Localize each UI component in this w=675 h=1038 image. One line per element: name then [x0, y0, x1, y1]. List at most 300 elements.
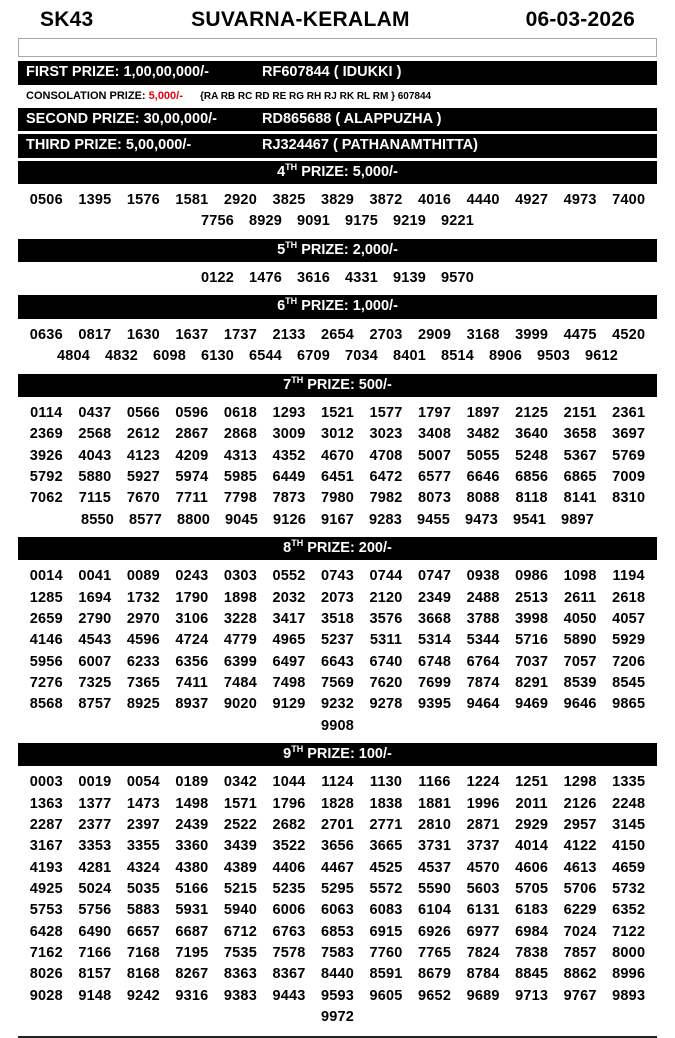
winning-number: 0986 — [515, 568, 549, 585]
number-row — [22, 566, 653, 587]
seventh-prize-ordinal-suffix: TH — [291, 374, 304, 385]
winning-number: 9689 — [466, 987, 500, 1004]
winning-number: 3012 — [320, 426, 355, 443]
winning-number: 8996 — [612, 966, 646, 983]
winning-number: 2611 — [564, 589, 597, 606]
winning-number: 7824 — [466, 944, 500, 961]
eighth-prize-heading — [18, 537, 657, 561]
winning-number: 6007 — [78, 653, 112, 670]
winning-number: 5590 — [418, 881, 452, 897]
winning-number: 0303 — [223, 568, 257, 585]
winning-number: 8577 — [128, 511, 163, 528]
winning-number: 6915 — [369, 923, 403, 940]
winning-number: 3482 — [466, 426, 500, 443]
winning-number: 8784 — [466, 966, 500, 983]
winning-number: 2612 — [126, 426, 160, 443]
winning-number: 8026 — [29, 966, 63, 983]
winning-number: 3009 — [272, 426, 306, 443]
consolation-prize-label: CONSOLATION PRIZE: — [26, 89, 146, 102]
winning-number: 4123 — [126, 447, 160, 464]
winning-number: 6399 — [223, 653, 257, 670]
winning-number: 2120 — [369, 589, 403, 606]
winning-number: 7765 — [418, 944, 452, 961]
winning-number: 6490 — [78, 923, 112, 940]
winning-number: 8545 — [612, 675, 646, 691]
winning-number: 5716 — [515, 632, 549, 649]
winning-number: 5705 — [515, 881, 549, 897]
winning-number: 1194 — [612, 568, 645, 585]
winning-number: 9605 — [369, 987, 403, 1004]
winning-number: 9242 — [126, 987, 160, 1004]
winning-number: 9278 — [369, 696, 403, 713]
fifth-prize-ordinal-suffix: TH — [285, 239, 298, 250]
sixth-prize-numbers — [18, 322, 657, 372]
winning-number: 6865 — [563, 469, 597, 485]
fifth-prize-heading — [18, 239, 657, 263]
winning-number: 2929 — [515, 817, 549, 834]
number-row — [22, 652, 653, 673]
winning-number: 9713 — [515, 987, 549, 1004]
winning-number: 4406 — [272, 859, 306, 876]
winning-number: 9443 — [272, 987, 306, 1004]
winning-number: 1796 — [272, 795, 306, 812]
winning-number: 8550 — [80, 511, 115, 528]
winning-number: 5572 — [369, 881, 403, 897]
winning-number: 9316 — [175, 987, 209, 1004]
winning-number: 3408 — [418, 426, 452, 443]
winning-number: 3417 — [272, 611, 306, 628]
winning-number: 2867 — [175, 426, 209, 443]
winning-number: 6104 — [418, 902, 452, 919]
winning-number: 3439 — [223, 838, 257, 855]
winning-number: 4146 — [29, 632, 63, 649]
number-row — [22, 403, 653, 424]
winning-number: 3023 — [369, 426, 403, 443]
winning-number: 9167 — [320, 511, 355, 528]
winning-number: 3353 — [78, 838, 112, 855]
winning-number: 5956 — [29, 653, 63, 670]
winning-number: 9908 — [320, 717, 355, 734]
sixth-prize-amount: PRIZE: 1,000/- — [297, 298, 398, 315]
winning-number: 9395 — [418, 696, 452, 713]
winning-number: 9503 — [536, 348, 571, 365]
winning-number: 0122 — [200, 270, 235, 287]
winning-number: 8367 — [272, 966, 306, 983]
sixth-prize-heading — [18, 295, 657, 319]
winning-number: 7756 — [200, 213, 235, 230]
winning-number: 8925 — [126, 696, 160, 713]
ninth-prize-heading — [18, 743, 657, 767]
winning-number: 3518 — [320, 611, 355, 628]
winning-number: 7122 — [612, 923, 646, 940]
winning-number: 3998 — [515, 611, 549, 628]
winning-number: 7620 — [369, 675, 403, 691]
winning-number: 4596 — [126, 632, 160, 649]
number-row — [22, 716, 653, 737]
number-row — [22, 772, 653, 793]
winning-number: 6449 — [272, 469, 306, 485]
number-row — [22, 325, 653, 346]
winning-number: 8118 — [515, 490, 548, 507]
winning-number: 4016 — [418, 192, 452, 208]
number-row — [22, 446, 653, 467]
third-prize-label: THIRD PRIZE: 5,00,000/- — [26, 137, 192, 153]
winning-number: 5603 — [466, 881, 500, 897]
winning-number: 6233 — [126, 653, 160, 670]
winning-number: 3168 — [466, 326, 500, 343]
winning-number: 3656 — [320, 838, 355, 855]
winning-number: 7062 — [29, 490, 63, 507]
winning-number: 6083 — [369, 902, 403, 919]
winning-number: 3228 — [223, 611, 257, 628]
winning-number: 1577 — [369, 405, 403, 422]
number-row — [22, 922, 653, 943]
fifth-prize-ordinal: 5 — [277, 241, 286, 258]
number-row — [22, 900, 653, 921]
ninth-prize-numbers — [18, 769, 657, 1032]
winning-number: 1521 — [320, 405, 355, 422]
winning-number: 7166 — [78, 944, 112, 961]
winning-number: 5024 — [78, 881, 112, 897]
winning-number: 8088 — [466, 490, 500, 507]
number-row — [22, 673, 653, 694]
fourth-prize-ordinal: 4 — [277, 163, 286, 180]
winning-number: 0747 — [418, 568, 452, 585]
winning-number: 3872 — [369, 192, 403, 208]
winning-number: 2522 — [223, 817, 257, 834]
winning-number: 1285 — [29, 589, 63, 606]
winning-number: 1838 — [369, 795, 403, 812]
winning-number: 8514 — [440, 348, 475, 365]
winning-number: 0596 — [175, 405, 209, 422]
winning-number: 4724 — [175, 632, 209, 649]
winning-number: 0019 — [78, 774, 112, 791]
winning-number: 4324 — [126, 859, 160, 876]
winning-number: 9541 — [512, 511, 547, 528]
winning-number: 0938 — [466, 568, 500, 585]
winning-number: 4389 — [223, 859, 257, 876]
winning-number: 1293 — [272, 405, 306, 422]
winning-number: 4050 — [563, 611, 597, 628]
winning-number: 4659 — [612, 859, 646, 876]
winning-number: 7583 — [320, 944, 355, 961]
fourth-prize-ordinal-suffix: TH — [285, 161, 298, 172]
winning-number: 1898 — [223, 589, 257, 606]
winning-number: 2659 — [29, 611, 63, 628]
seventh-prize-amount: PRIZE: 500/- — [303, 376, 392, 393]
winning-number: 3145 — [612, 817, 646, 834]
winning-number: 4543 — [78, 632, 112, 649]
document-header — [18, 0, 657, 38]
number-row — [22, 986, 653, 1007]
winning-number: 3697 — [612, 426, 646, 443]
seventh-prize-ordinal: 7 — [283, 376, 292, 393]
winning-number: 4537 — [418, 859, 452, 876]
second-prize-winner: RD865688 ( ALAPPUZHA ) — [262, 110, 442, 127]
winning-number: 2920 — [223, 192, 257, 208]
winning-number: 6646 — [466, 469, 500, 485]
winning-number: 7024 — [563, 923, 597, 940]
winning-number: 1828 — [320, 795, 355, 812]
winning-number: 7115 — [78, 490, 111, 507]
winning-number: 2568 — [78, 426, 112, 443]
winning-number: 0041 — [78, 568, 112, 585]
number-row — [22, 609, 653, 630]
winning-number: 3658 — [563, 426, 597, 443]
number-row — [22, 346, 653, 367]
winning-number: 4708 — [369, 447, 403, 464]
winning-number: 9464 — [466, 696, 500, 713]
winning-number: 8363 — [223, 966, 257, 983]
sixth-prize-ordinal: 6 — [277, 298, 286, 315]
winning-number: 7498 — [272, 675, 306, 691]
winning-number: 1897 — [466, 405, 500, 422]
winning-number: 6577 — [418, 469, 452, 485]
winning-number: 2133 — [272, 326, 306, 343]
number-row — [22, 630, 653, 651]
winning-number: 6356 — [175, 653, 209, 670]
winning-number: 6098 — [152, 348, 187, 365]
winning-number: 6748 — [418, 653, 452, 670]
winning-number: 2682 — [272, 817, 306, 834]
winning-number: 7699 — [418, 675, 452, 691]
winning-number: 8000 — [612, 944, 646, 961]
winning-number: 0189 — [175, 774, 209, 791]
winning-number: 5007 — [418, 447, 452, 464]
third-prize-winner: RJ324467 ( PATHANAMTHITTA) — [262, 137, 478, 153]
winning-number: 2771 — [369, 817, 403, 834]
winning-number: 4014 — [515, 838, 549, 855]
winning-number: 4057 — [612, 611, 646, 628]
winning-number: 9221 — [440, 213, 475, 230]
winning-number: 4804 — [56, 348, 91, 365]
winning-number: 2488 — [466, 589, 500, 606]
winning-number: 6428 — [29, 923, 63, 940]
winning-number: 7798 — [223, 490, 257, 507]
winning-number: 0744 — [369, 568, 403, 585]
winning-number: 3576 — [369, 611, 403, 628]
number-row — [22, 588, 653, 609]
winning-number: 9383 — [223, 987, 257, 1004]
winning-number: 4925 — [29, 881, 63, 897]
winning-number: 7874 — [466, 675, 500, 691]
winning-number: 2151 — [563, 405, 597, 422]
winning-number: 9028 — [29, 987, 63, 1004]
number-row — [22, 879, 653, 900]
winning-number: 5940 — [223, 902, 257, 919]
winning-number: 7162 — [29, 944, 63, 961]
winning-number: 5314 — [418, 632, 452, 649]
number-row — [22, 836, 653, 857]
winning-number: 3731 — [418, 838, 452, 855]
winning-number: 1476 — [248, 270, 283, 287]
winning-number: 2439 — [175, 817, 209, 834]
winning-number: 5235 — [272, 881, 306, 897]
eighth-prize-ordinal-suffix: TH — [291, 538, 304, 549]
number-row — [22, 1007, 653, 1028]
winning-number: 9020 — [223, 696, 257, 713]
winning-number: 4670 — [320, 447, 355, 464]
winning-number: 3616 — [296, 270, 331, 287]
winning-number: 1576 — [126, 192, 160, 208]
winning-number: 2248 — [612, 795, 646, 812]
winning-number: 9175 — [344, 213, 379, 230]
number-row — [22, 510, 653, 531]
fourth-prize-numbers — [18, 187, 657, 237]
winning-number: 7168 — [126, 944, 160, 961]
winning-number: 8168 — [126, 966, 160, 983]
winning-number: 3640 — [515, 426, 549, 443]
winning-number: 0243 — [175, 568, 209, 585]
winning-number: 9897 — [560, 511, 595, 528]
winning-number: 1044 — [272, 774, 306, 791]
winning-number: 3665 — [369, 838, 403, 855]
winning-number: 6740 — [369, 653, 403, 670]
winning-number: 5248 — [515, 447, 549, 464]
winning-number: 2701 — [320, 817, 355, 834]
winning-number: 6764 — [466, 653, 500, 670]
winning-number: 6853 — [320, 923, 355, 940]
winning-number: 0342 — [223, 774, 257, 791]
first-prize-row — [18, 61, 657, 85]
winning-number: 5732 — [612, 881, 646, 897]
winning-number: 6229 — [563, 902, 597, 919]
winning-number: 1498 — [175, 795, 209, 812]
winning-number: 9232 — [320, 696, 355, 713]
winning-number: 0114 — [30, 405, 63, 422]
winning-number: 7838 — [515, 944, 549, 961]
winning-number: 7711 — [175, 490, 209, 507]
winning-number: 5931 — [175, 902, 209, 919]
winning-number: 9473 — [464, 511, 499, 528]
winning-number: 5929 — [612, 632, 646, 649]
winning-number: 9455 — [416, 511, 451, 528]
winning-number: 7057 — [563, 653, 597, 670]
series-code: SK43 — [40, 8, 94, 31]
winning-number: 9148 — [78, 987, 112, 1004]
number-row — [22, 964, 653, 985]
winning-number: 7670 — [126, 490, 160, 507]
winning-number: 7325 — [78, 675, 112, 691]
winning-number: 4352 — [272, 447, 306, 464]
number-row — [22, 467, 653, 488]
winning-number: 4193 — [29, 859, 63, 876]
winning-number: 6352 — [612, 902, 646, 919]
winning-number: 2125 — [515, 405, 549, 422]
winning-number: 1881 — [418, 795, 452, 812]
winning-number: 0618 — [223, 405, 257, 422]
winning-number: 2513 — [515, 589, 549, 606]
number-row — [22, 794, 653, 815]
winning-number: 5883 — [126, 902, 160, 919]
winning-number: 3829 — [320, 192, 355, 208]
winning-number: 2703 — [369, 326, 403, 343]
winning-number: 5344 — [466, 632, 500, 649]
winning-number: 7484 — [223, 675, 257, 691]
winning-number: 3668 — [418, 611, 452, 628]
winning-number: 4927 — [515, 192, 549, 208]
winning-number: 8291 — [515, 675, 549, 691]
winning-number: 0743 — [320, 568, 355, 585]
winning-number: 6497 — [272, 653, 306, 670]
winning-number: 7980 — [320, 490, 355, 507]
winning-number: 2618 — [612, 589, 646, 606]
winning-number: 6763 — [272, 923, 306, 940]
winning-number: 9767 — [563, 987, 597, 1004]
winning-number: 1166 — [418, 774, 451, 791]
winning-number: 5055 — [466, 447, 500, 464]
winning-number: 2654 — [320, 326, 355, 343]
winning-number: 4122 — [563, 838, 597, 855]
winning-number: 6472 — [369, 469, 403, 485]
winning-number: 3360 — [175, 838, 209, 855]
winning-number: 1630 — [126, 326, 160, 343]
winning-number: 2032 — [272, 589, 306, 606]
winning-number: 8679 — [418, 966, 452, 983]
winning-number: 7569 — [320, 675, 355, 691]
winning-number: 9593 — [320, 987, 355, 1004]
winning-number: 8539 — [563, 675, 597, 691]
winning-number: 8937 — [175, 696, 209, 713]
winning-number: 0089 — [126, 568, 160, 585]
winning-number: 9646 — [563, 696, 597, 713]
winning-number: 1737 — [223, 326, 257, 343]
winning-number: 7982 — [369, 490, 403, 507]
winning-number: 5166 — [175, 881, 209, 897]
winning-number: 4613 — [563, 859, 597, 876]
number-row — [22, 815, 653, 836]
winning-number: 4313 — [223, 447, 257, 464]
winning-number: 9126 — [272, 511, 307, 528]
winning-number: 4467 — [320, 859, 355, 876]
winning-number: 1581 — [175, 192, 209, 208]
winning-number: 2349 — [418, 589, 452, 606]
winning-number: 2810 — [418, 817, 452, 834]
winning-number: 2790 — [78, 611, 112, 628]
winning-number: 0552 — [272, 568, 306, 585]
winning-number: 5890 — [563, 632, 597, 649]
winning-number: 8267 — [175, 966, 209, 983]
winning-number: 7195 — [175, 944, 209, 961]
number-row — [22, 268, 653, 289]
winning-number: 1637 — [175, 326, 209, 343]
winning-number: 5880 — [78, 469, 112, 485]
winning-number: 4525 — [369, 859, 403, 876]
winning-number: 9893 — [612, 987, 646, 1004]
winning-number: 1251 — [515, 774, 549, 791]
winning-number: 4281 — [78, 859, 112, 876]
winning-number: 7400 — [612, 192, 646, 208]
winning-number: 4331 — [344, 270, 379, 287]
winning-number: 9091 — [296, 213, 331, 230]
winning-number: 1363 — [29, 795, 63, 812]
winning-number: 7037 — [515, 653, 549, 670]
seventh-prize-heading — [18, 374, 657, 398]
winning-number: 1473 — [126, 795, 160, 812]
number-row — [22, 424, 653, 445]
winning-number: 2377 — [78, 817, 112, 834]
winning-number: 6926 — [418, 923, 452, 940]
winning-number: 1694 — [78, 589, 112, 606]
ninth-prize-ordinal-suffix: TH — [291, 744, 304, 755]
winning-number: 8591 — [369, 966, 403, 983]
winning-number: 2909 — [418, 326, 452, 343]
winning-number: 4606 — [515, 859, 549, 876]
winning-number: 1797 — [418, 405, 452, 422]
winning-number: 9652 — [418, 987, 452, 1004]
winning-number: 3106 — [175, 611, 209, 628]
winning-number: 8568 — [29, 696, 63, 713]
